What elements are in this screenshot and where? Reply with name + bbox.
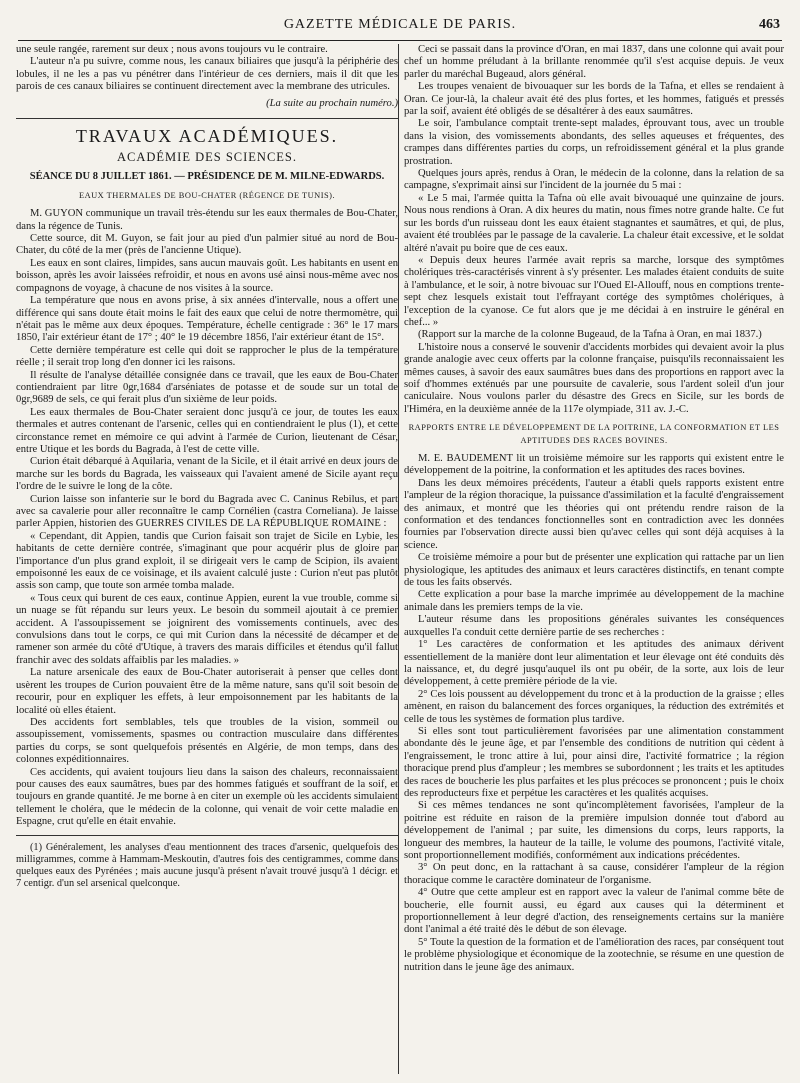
- section-rule: [16, 118, 398, 119]
- journal-title: GAZETTE MÉDICALE DE PARIS.: [283, 17, 517, 32]
- page-header: [18, 14, 782, 41]
- left-column: [16, 44, 398, 1074]
- paragraph: L'histoire nous a conservé le souvenir d'accidents morbides qui devaient avoir la plus grande analogie avec ceux offerts par la colonne française, puisqu'ils reconnaissaient les mêmes causes, à savoir des eaux saumâtres bues dans des proportions en rapport avec la soif d'hommes exténués par une poursuite de cavalerie, sous l'ardent soleil d'un jour caniculaire. Nous voulons parler du désastre des Grecs en Sicile, sur les bords de l'Himéra, en la deuxième année de la 117e olympiade, 311 av. J.-C.: [404, 341, 784, 415]
- paragraph: Cette dernière température est celle qui doit se rapprocher le plus de la température réelle ; il serait trop long d'en donner ici les raisons.: [16, 344, 398, 369]
- footnote-rule: [16, 835, 398, 836]
- paragraph: Ces accidents, qui avaient toujours lieu dans la saison des chaleurs, reconnaissaient pour causes des eaux saumâtres, bues par des hommes fatigués et souffrant de la soif, et toujours en grande quantité. Je me borne à en citer un exemple où les accidents simulaient tellement le choléra, que le médecin de la colonne, qui venait de voir cette maladie en Espagne, crut qu'elle en était envahie.: [16, 766, 398, 828]
- right-column: [404, 44, 784, 1074]
- paragraph: Les eaux thermales de Bou-Chater seraient donc jusqu'à ce jour, de toutes les eaux thermales et autres contenant de l'arsenic, celles qui en contiendraient le plus (1), et cette circonstance remet en mémoire ce qui advint à l'armée de Curion, lieutenant de César, entre Utique et les bords du Bagrada, à l'est de cette ville.: [16, 406, 398, 455]
- paragraph: 1° Les caractères de conformation et les aptitudes des animaux dérivent essentiellement de la manière dont leur alimentation et leur élevage ont été conduits dès la naissance, et, du degré jusqu'auquel ils ont pu obéir, de la sorte, aux lois de leur développement, à cette première période de la vie.: [404, 639, 784, 688]
- paragraph: « Depuis deux heures l'armée avait repris sa marche, lorsque des symptômes cholériques très-caractérisés vinrent à s'y présenter. Les malades étaient conduits de suite à l'ambulance, et le soir, à notre bivouac sur l'Oued El-Allouff, nous en comptions trente-sept chez lesquels existait tout l'effrayant cortége des symptômes cholériques, à l'exception de la cyanose. Ce fut alors que je me décidai à en instruire le général en chef... »: [404, 254, 784, 328]
- paragraph: Les eaux en sont claires, limpides, sans aucun mauvais goût. Les habitants en usent en boisson, après les avoir laissées refroidir, et nous en avons usé ainsi nous-même avec nos compagnons de voyage, à chacune de nos visites à la source.: [16, 257, 398, 294]
- paragraph: Si elles sont tout particulièrement favorisées par une alimentation constamment abondante dès le jeune âge, et par l'ensemble des conditions de nutrition qui cèdent à l'engraissement, le tronc attire à lui, pour ainsi dire, l'activité formatrice ; la région thoracique prend plus d'ampleur ; les membres se subordonnent ; les traits et les aptitudes des races de boucherie les plus parfaites et les plus précoces se prononcent ; puis le choix des reproducteurs fixe et perpétue les caractères et les qualités acquises.: [404, 725, 784, 799]
- paragraph: L'auteur résume dans les propositions générales suivantes les conséquences auxquelles l'a conduit cette dernière partie de ses recherches :: [404, 614, 784, 638]
- paragraph: Cette explication a pour base la marche imprimée au développement de la machine animale dans les premiers temps de la vie.: [404, 589, 784, 613]
- paragraph: Ce troisième mémoire a pour but de présenter une explication qui rattache par un lien physiologique, les aptitudes des animaux et leurs caractères distinctifs, en tenant compte de tous les faits observés.: [404, 552, 784, 589]
- paragraph: 5° Toute la question de la formation et de l'amélioration des races, par conséquent tout le problème physiologique et économique de la zootechnie, se résume en une question de nutrition dans le jeune âge des animaux.: [404, 936, 784, 973]
- session-heading: SÉANCE DU 8 JUILLET 1861. — PRÉSIDENCE DE M. MILNE-EDWARDS.: [29, 171, 385, 183]
- paragraph: Le soir, l'ambulance comptait trente-sept malades, éprouvant tous, avec un trouble dans la vision, des vomissements abondants, des selles aqueuses et fréquentes, des crampes dans différentes parties du corps, un refroidissement général et la plus grande prostration.: [404, 118, 784, 167]
- continued-note: (La suite au prochain numéro.): [266, 97, 398, 109]
- paragraph: La nature arsenicale des eaux de Bou-Chater autoriserait à penser que celles dont usèrent les troupes de Curion pouvaient être de la même nature, sans qu'il soit besoin de recourir, pour en expliquer les effets, à leur empoisonnement par les habitants de la localité où elles étaient.: [16, 667, 398, 716]
- paragraph: Curion laisse son infanterie sur le bord du Bagrada avec C. Caninus Rebilus, et part avec sa cavalerie pour aller reconnaître le camp Cornélien (castra Corneliana). Je laisse parler Appien, historien des GUERRES CIVILES DE LA RÉPUBLIQUE ROMAINE :: [16, 493, 398, 530]
- paragraph: Quelques jours après, rendus à Oran, le médecin de la colonne, dans la relation de sa campagne, s'exprimait ainsi sur l'incident de la journée du 5 mai :: [404, 168, 784, 192]
- paragraph: « Tous ceux qui burent de ces eaux, continue Appien, eurent la vue trouble, comme si un nuage se fût répandu sur leurs yeux. Le besoin du sommeil ajoutait à ce premier accident. A l'assoupissement se joignirent des vomissements continuels, avec des convulsions dans tout le corps, ce qui mit Curion dans la nécessité de décamper et de ramener son armée du côté d'Utique, à travers des marais difficiles et étendus qu'il fallut franchir avec des soldats affaiblis par les maladies. »: [16, 592, 398, 666]
- article-subheading: RAPPORTS ENTRE LE DÉVELOPPEMENT DE LA POITRINE, LA CONFORMATION ET LES APTITUDES DES RACES BOVINES.: [408, 423, 780, 445]
- article-subheading: EAUX THERMALES DE BOU-CHATER (RÉGENCE DE TUNIS).: [78, 190, 336, 200]
- paragraph: Il résulte de l'analyse détaillée consignée dans ce travail, que les eaux de Bou-Chater contiendraient par litre 0gr,1684 d'arséniates de potasse et de soude sur un total de 0gr,9689 de sels, ce qui ferait plus d'un sixième de leur poids.: [16, 369, 398, 406]
- paragraph: Dans les deux mémoires précédents, l'auteur a établi quels rapports existent entre l'ampleur de la région thoracique, la puissance d'assimilation et la faculté d'engraissement des animaux, et montré que les théories qui ont prétendu rendre raison de la conformation et des tendances fonctionnelles sont en contradiction avec les données fournies par l'observation directe aussi bien qu'avec celles qui sont déjà acquises à la science.: [404, 477, 784, 551]
- paragraph: « Cependant, dit Appien, tandis que Curion faisait son trajet de Sicile en Lybie, les habitants de cette dernière contrée, s'imaginant que pour acquérir plus de gloire par l'importance d'un plus grand exploit, il se dirigeait vers le camp de Scipion, ils avaient empoisonné les eaux de ce voisinage, et ils avaient calculé juste : Curion n'eut pas plutôt assis son camp, que toute son armée tomba malade.: [16, 530, 398, 592]
- paragraph: 3° On peut donc, en la rattachant à sa cause, considérer l'ampleur de la région thoracique comme le caractère dominateur de l'organisme.: [404, 862, 784, 886]
- column-divider: [398, 44, 399, 1074]
- paragraph: Curion était débarqué à Aquilaria, venant de la Sicile, et il était arrivé en deux jours de marche sur les bords du Bagrada, les vaisseaux qui l'avaient amené de Sicile ayant reçu l'ordre de le suivre le long de la côte.: [16, 456, 398, 493]
- paragraph: Des accidents fort semblables, tels que troubles de la vision, sommeil ou assoupissement, vomissements, spasmes ou contraction musculaire dans différentes parties du corps, se sont quelquefois présentés en Algérie, de mon temps, dans des colonnes expéditionnaires.: [16, 716, 398, 766]
- paragraph: Cette source, dit M. Guyon, se fait jour au pied d'un palmier situé au nord de Bou-Chater, du côté de la mer (près de l'ancienne Utique).: [16, 233, 398, 257]
- academy-heading: ACADÉMIE DES SCIENCES.: [117, 150, 297, 165]
- paragraph: 2° Ces lois poussent au développement du tronc et à la production de la graisse ; elles amènent, en raison du balancement des forces organiques, la réduction des extrémités et celle de tous les systèmes de formation plus tardive.: [404, 688, 784, 725]
- paragraph: Ceci se passait dans la province d'Oran, en mai 1837, dans une colonne qui avait pour chef un homme préludant à la brillante renommée qu'il s'est acquise depuis. Je veux parler du maréchal Bugeaud, alors général.: [404, 44, 784, 80]
- paragraph: La température que nous en avons prise, à six années d'intervalle, nous a offert une différence qui sans doute était moins le fait des eaux que celui de notre thermomètre, qui n'était pas le même aux deux époques. Température, échelle centigrade : 36° le 17 mars 1850, l'air extérieur étant de 17° ; 40° le 19 décembre 1856, l'air extérieur étant de 15°.: [16, 295, 398, 344]
- page-number: 463: [759, 17, 780, 32]
- paragraph: une seule rangée, rarement sur deux ; nous avons toujours vu le contraire.: [16, 44, 328, 55]
- paragraph: 4° Outre que cette ampleur est en rapport avec la valeur de l'animal comme bête de boucherie, elle fournit aussi, eu égard aux causes qui la déterminent et proportionnellement à leur degré d'action, des renseignements certains sur la manière dont l'animal a été traité dès le début de son élevage.: [404, 887, 784, 936]
- paragraph: Si ces mêmes tendances ne sont qu'incomplètement favorisées, l'ampleur de la poitrine est réduite en raison de la première impulsion donnée tout d'abord au développement de l'animal ; par suite, les dimensions du corps, leurs rapports, la longueur des membres, la hauteur de la taille, le volume des poumons, l'activité vitale, sont proportionnellement modifiés, conformément aux indications précédentes.: [404, 800, 784, 861]
- section-title: TRAVAUX ACADÉMIQUES.: [75, 126, 339, 147]
- paragraph: « Le 5 mai, l'armée quitta la Tafna où elle avait bivouaqué une quinzaine de jours. Nous nous rendions à Oran. A dix heures du matin, nous fîmes notre grande halte. Ce fut sur les bords d'un ruisseau dont les eaux étaient stagnantes et saumâtres, et qui, de plus, avaient été troublées par le passage de la cavalerie. La chaleur était excessive, et le soldat altéré n'avait pu boire que de ces eaux.: [404, 192, 784, 254]
- paragraph: M. GUYON communique un travail très-étendu sur les eaux thermales de Bou-Chater, dans la régence de Tunis.: [16, 208, 398, 232]
- footnote: (1) Généralement, les analyses d'eau mentionnent des traces d'arsenic, quelquefois des milligrammes, comme à Hammam-Meskoutin, d'autres fois des centigrammes, comme dans quelques eaux des Pyrénées ; mais aucune jusqu'à présent n'avait trouvé jusqu'à 1 décigr. et 7 centigr. d'un sel arsenical quelconque.: [16, 841, 398, 889]
- paragraph: L'auteur n'a pu suivre, comme nous, les canaux biliaires que jusqu'à la périphérie des lobules, il ne les a pas vu pénétrer dans l'intérieur de ces derniers, mais il dit que les parois de ces canaux biliaires se continuent directement avec la membrane des utricules.: [16, 56, 398, 93]
- paragraph: M. E. BAUDEMENT lit un troisième mémoire sur les rapports qui existent entre le développement de la poitrine, la conformation et les aptitudes des races bovines.: [404, 453, 784, 477]
- paragraph: (Rapport sur la marche de la colonne Bugeaud, de la Tafna à Oran, en mai 1837.): [418, 329, 762, 341]
- paragraph: Les troupes venaient de bivouaquer sur les bords de la Tafna, et elles se rendaient à Oran. Ce jour-là, la chaleur avait été des plus fortes, et les hommes, fatigués et pressés par la soif, avaient été obligés de se désaltérer à des eaux saumâtres.: [404, 81, 784, 118]
